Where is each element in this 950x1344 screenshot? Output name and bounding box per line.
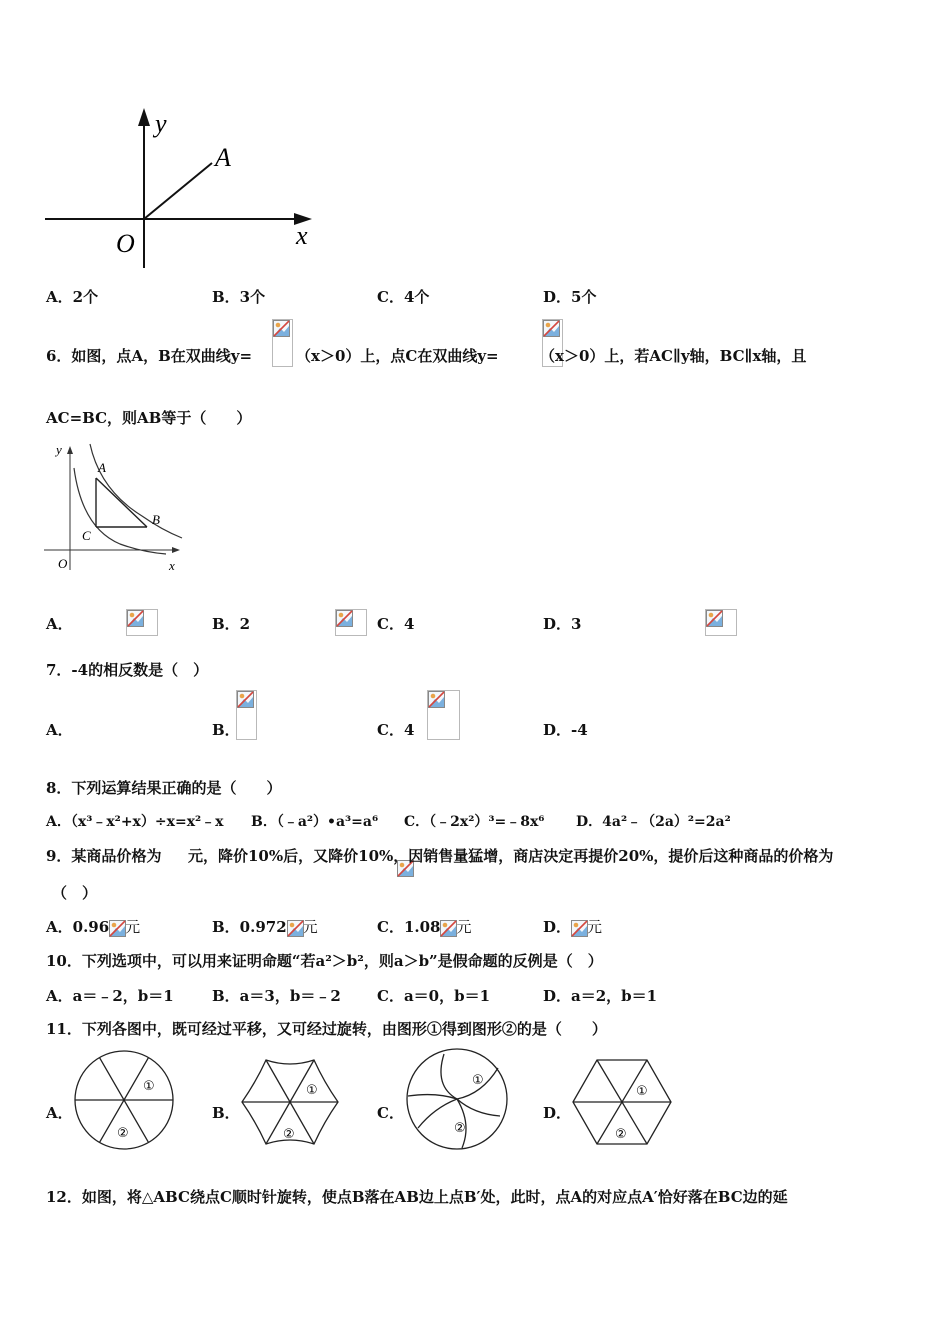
q8-option-d: D．4a²﹣（2a）²=2a²	[576, 814, 731, 830]
q8-option-a: A．（x³﹣x²+x）÷x=x²﹣x	[46, 814, 224, 830]
q10-option-a: A．a＝﹣2，b＝1	[46, 987, 174, 1005]
broken-image-icon	[126, 609, 158, 636]
q5-coordinate-figure	[40, 100, 330, 275]
q6-option-c: C．4	[377, 615, 415, 633]
q5-option-c: C．4个	[377, 288, 430, 306]
shape-1-mark: ①	[636, 1084, 648, 1099]
shape-1-mark: ①	[143, 1079, 155, 1094]
q12-stem: 12．如图，将△ABC绕点C顺时针旋转，使点B落在AB边上点B′处，此时，点A的对应点A′恰好落在BC边的延	[46, 1188, 788, 1206]
q11-option-d: D．	[543, 1104, 572, 1122]
y-axis-label: y	[56, 442, 62, 457]
shape-2-mark: ②	[615, 1127, 627, 1142]
point-a-label: A	[98, 460, 106, 475]
shape-1-mark: ①	[472, 1073, 484, 1088]
q6-stem-part4: AC=BC，则AB等于（ ）	[46, 409, 252, 427]
origin-label: O	[116, 229, 135, 258]
q5-option-b: B．3个	[212, 288, 266, 306]
q7-stem: 7．-4的相反数是（ ）	[46, 661, 209, 679]
q11-stem: 11．下列各图中，既可经过平移，又可经过旋转，由图形①得到图形②的是（ ）	[46, 1020, 607, 1038]
broken-image-icon	[272, 319, 293, 367]
shape-1-mark: ①	[306, 1083, 318, 1098]
broken-image-icon	[287, 920, 303, 937]
q9-option-b: B．0.972 元	[212, 918, 318, 936]
q7-option-a: A．	[46, 721, 73, 739]
shape-2-mark: ②	[283, 1127, 295, 1142]
q10-option-d: D．a＝2，b＝1	[543, 987, 658, 1005]
broken-image-icon	[109, 920, 125, 937]
q9-option-d: D． 元	[543, 918, 603, 936]
q6-option-d: D．3	[543, 615, 582, 633]
q5-option-a: A．2个	[46, 288, 99, 306]
q6-option-a: A．	[46, 615, 73, 633]
q11-option-a: A．	[46, 1104, 73, 1122]
q11-option-b: B．	[212, 1104, 240, 1122]
q7-option-c: C．4	[377, 721, 415, 739]
point-c-label: C	[82, 528, 91, 543]
origin-label: O	[58, 556, 68, 571]
q11-option-c: C．	[377, 1104, 404, 1122]
q11-figure-b-curved-hexagon	[238, 1054, 342, 1150]
point-a-label: A	[215, 143, 231, 172]
q9-option-c: C．1.08 元	[377, 918, 472, 936]
q9-stem-part3: （ ）	[52, 884, 98, 902]
q8-option-b: B．（﹣a²）•a³=a⁶	[251, 814, 379, 830]
y-axis-label: y	[155, 109, 167, 138]
q11-figure-a-circle	[72, 1048, 176, 1152]
q6-stem-part2: （x＞0）上，点C在双曲线y=	[296, 347, 499, 365]
q10-stem: 10．下列选项中，可以用来证明命题“若a²＞b²，则a＞b”是假命题的反例是（ ）	[46, 952, 603, 970]
q9-option-a: A．0.96 元	[46, 918, 141, 936]
broken-image-icon	[427, 690, 460, 740]
q5-option-d: D．5个	[543, 288, 597, 306]
q8-stem: 8．下列运算结果正确的是（ ）	[46, 779, 282, 797]
q9-stem-part1: 9．某商品价格为	[46, 847, 162, 865]
q7-option-b: B．	[212, 721, 240, 739]
broken-image-icon	[705, 609, 737, 636]
x-axis-label: x	[296, 221, 308, 250]
q11-figure-c-swirl-circle	[404, 1046, 510, 1152]
q11-figure-d-hexagon	[570, 1056, 674, 1150]
shape-2-mark: ②	[117, 1126, 129, 1141]
broken-image-icon	[571, 920, 587, 937]
q6-stem-part1: 6．如图，点A，B在双曲线y=	[46, 347, 253, 365]
q6-hyperbola-figure	[42, 438, 187, 578]
x-axis-label: x	[169, 558, 175, 573]
broken-image-icon	[440, 920, 456, 937]
q9-stem-part2: 元，降价10%后，又降价10%，因销售量猛增，商店决定再提价20%，提价后这种商品的价格为	[188, 847, 834, 865]
broken-image-icon	[335, 609, 367, 636]
q10-option-b: B．a＝3，b＝﹣2	[212, 987, 341, 1005]
q10-option-c: C．a＝0，b＝1	[377, 987, 491, 1005]
shape-2-mark: ②	[454, 1121, 466, 1136]
q6-stem-part3: （x＞0）上，若AC∥y轴，BC∥x轴，且	[540, 347, 807, 365]
point-b-label: B	[152, 512, 160, 527]
q8-option-c: C．（﹣2x²）³=﹣8x⁶	[404, 814, 545, 830]
q6-option-b: B．2	[212, 615, 251, 633]
q7-option-d: D．-4	[543, 721, 588, 739]
